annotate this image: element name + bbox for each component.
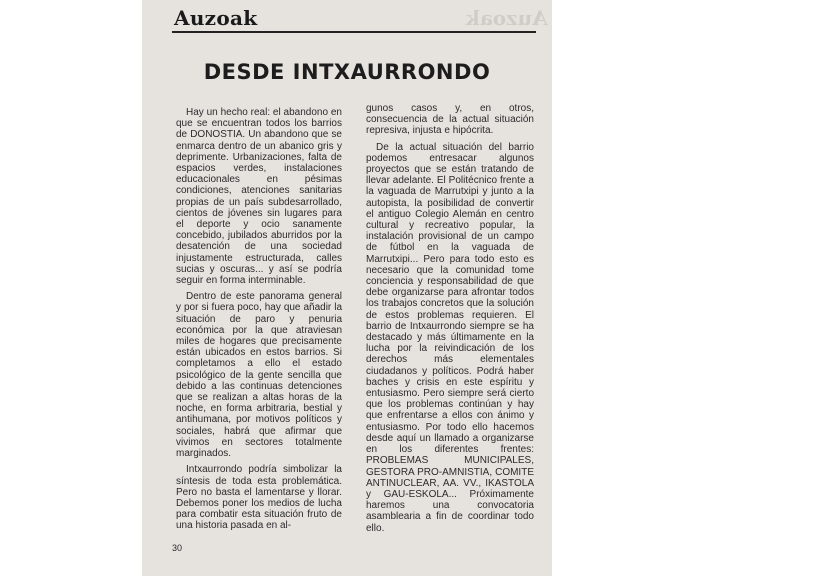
paragraph: Hay un hecho real: el abandono en que se encuentran todos los barrios de DONOSTIA. Un abandono que se enmarca dentro de un abanico gris y deprimente. Urbanizaciones, falta de espacios verdes, instalaciones educacionales en pésimas condiciones, atenciones sanitarias propias de un país subdesarrollado, cientos de jóvenes sin lugares para el deporte y ocio sanamente concebido, jubilados aburridos por la desatención de una sociedad injustamente estructurada, calles sucias y oscuras... y así se podría seguir en forma interminable. xyxy=(176,107,342,287)
right-column xyxy=(366,103,534,539)
bleed-through-header: Auzoak xyxy=(466,6,548,30)
section-header: Auzoak xyxy=(174,6,258,30)
magazine-page xyxy=(142,0,552,576)
left-column xyxy=(176,107,342,537)
page-number: 30 xyxy=(172,543,183,553)
paragraph: De la actual situación del barrio podemos entresacar algunos proyectos que se están tratando de llevar adelante. El Politécnico frente a la vaguada de Marrutxipi y junto a la autopista, la posibilidad de convertir el antiguo Colegio Alemán en centro cultural y recreativo popular, la instalación provisional de un campo de fútbol en la vaguada de Marrutxipi... Pero para todo esto es necesario que la comunidad tome conciencia y responsabilidad de que debe organizarse para afrontar todos los trabajos concretos que la solución de estos problemas requieren. El barrio de Intxaurrondo siempre se ha destacado y más últimamente en la lucha por la reivindicación de los derechos más elementales ciudadanos y políticos. Podrá haber baches y crisis en este espíritu y entusiasmo. Pero siempre será cierto que los problemas continúan y hay que enfrentarse a ellos con ánimo y entusiasmo. Por todo ello hacemos desde aquí un llamado a organizarse en los diferentes frentes: PROBLEMAS MUNICIPALES, GESTORA PRO-AMNISTIA, COMITE ANTINUCLEAR, AA. VV., IKASTOLA y GAU-ESKOLA... Próximamente haremos una convocatoria asamblearia a fin de coordinar todo ello. xyxy=(366,141,534,534)
paragraph: Dentro de este panorama general y por si fuera poco, hay que añadir la situación de paro y penuria económica por la que atraviesan miles de hogares que precisamente están ubicados en estos barrios. Si completamos a ello el estado psicológico de la gente sencilla que debido a las continuas detenciones que se realizan a altas horas de la noche, en forma arbitraria, bestial y antihumana, por motivos políticos y sociales, habrá que afirmar que vivimos en sectores totalmente marginados. xyxy=(176,291,342,460)
paragraph-continuation: gunos casos y, en otros, consecuencia de la actual situación represiva, injusta e hipócrita. xyxy=(366,103,534,137)
paragraph: Intxaurrondo podría simbolizar la síntesis de toda esta problemática. Pero no basta el lamentarse y llorar. Debemos poner los medios de lucha para combatir esta situación fruto de una historia pasada en al- xyxy=(176,464,342,532)
header-rule xyxy=(172,31,536,33)
article-title: DESDE INTXAURRONDO xyxy=(203,60,491,84)
